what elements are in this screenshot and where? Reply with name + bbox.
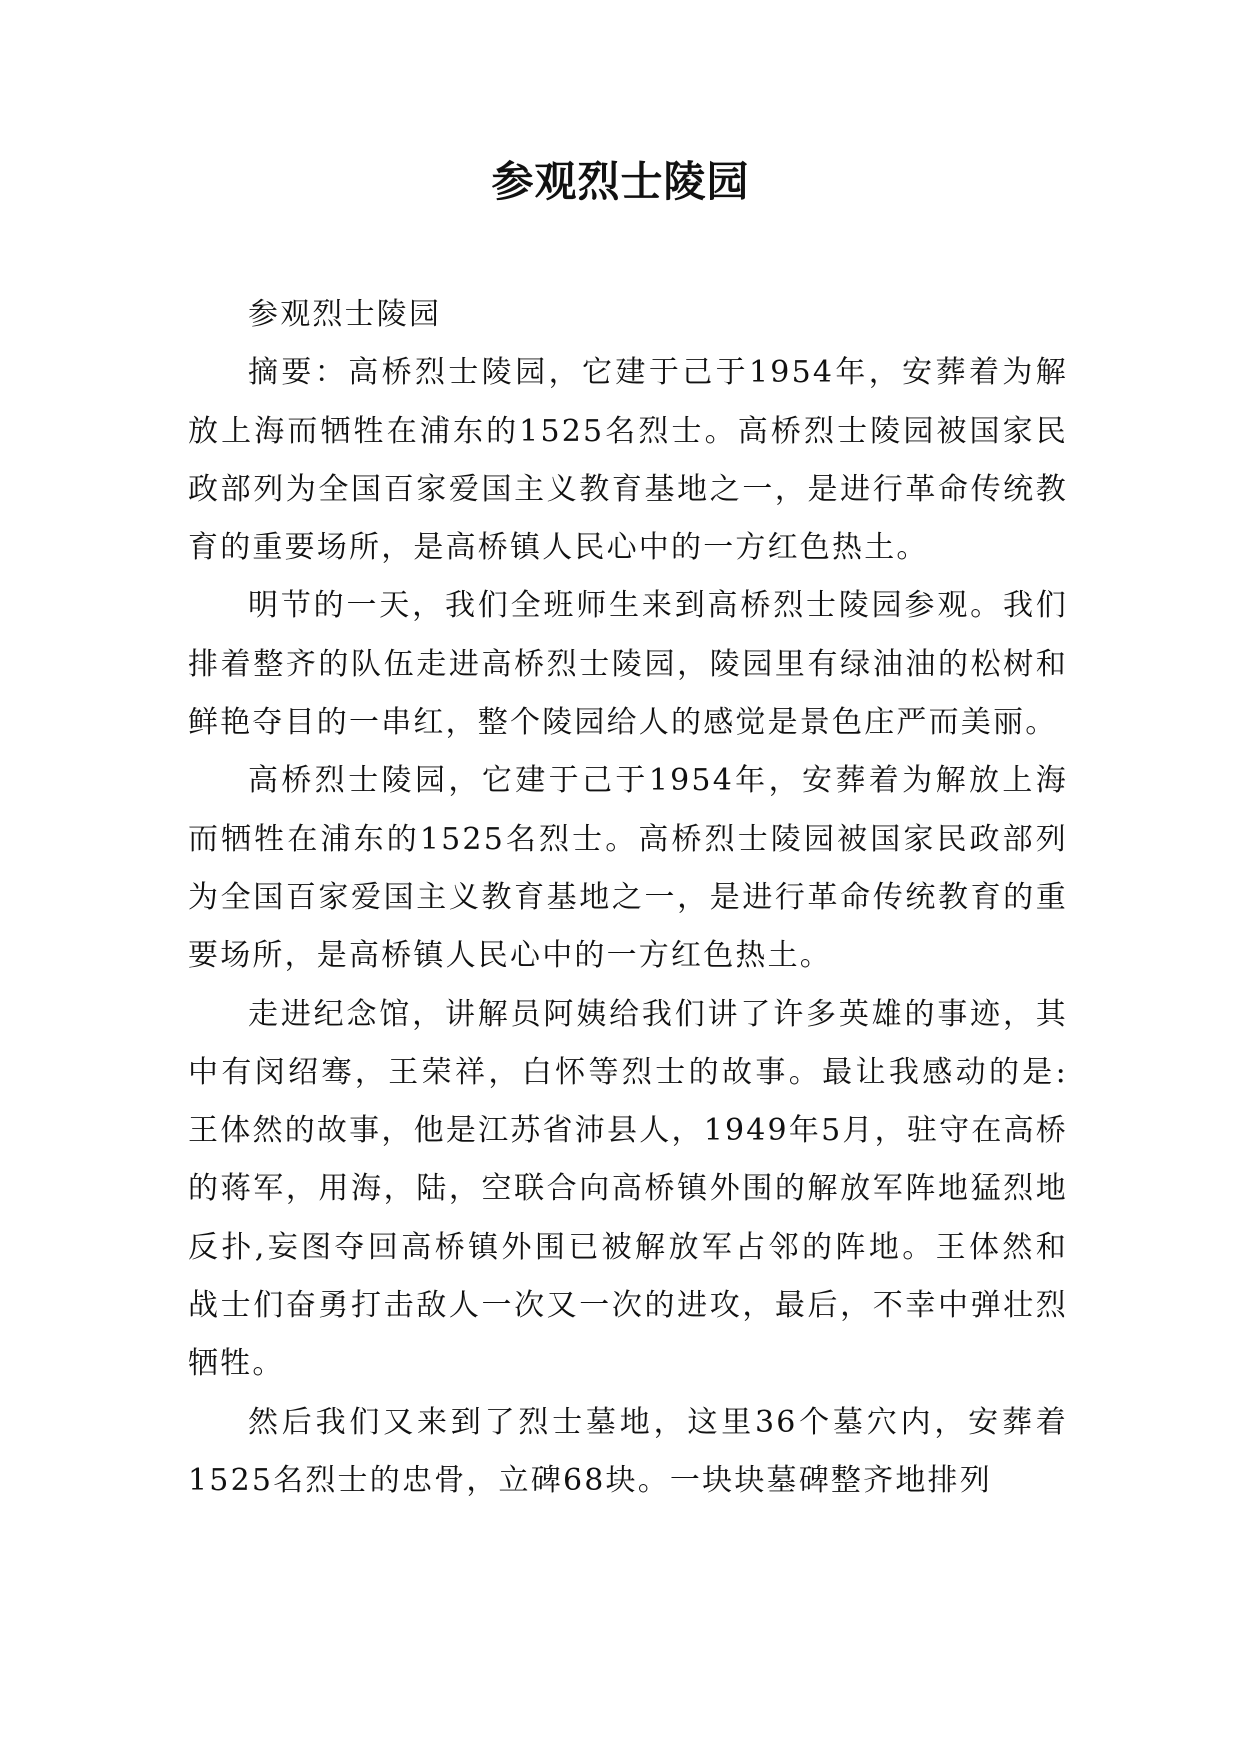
paragraph-graveyard: 然后我们又来到了烈士墓地，这里36个墓穴内，安葬着1525名烈士的忠骨，立碑68块。一块块墓碑整齐地排列 <box>188 1404 1068 1498</box>
paragraph-visit-day: 明节的一天，我们全班师生来到高桥烈士陵园参观。我们排着整齐的队伍走进高桥烈士陵园，陵园里有绿油油的松树和鲜艳夺目的一串红，整个陵园给人的感觉是景色庄严而美丽。 <box>188 588 1068 741</box>
document-title: 参观烈士陵园 <box>491 157 750 206</box>
paragraph-abstract: 摘要：高桥烈士陵园，它建于己于1954年，安葬着为解放上海而牺牲在浦东的1525名烈士。高桥烈士陵园被国家民政部列为全国百家爱国主义教育基地之一，是进行革命传统教育的重要场所，是高桥镇人民心中的一方红色热土。 <box>188 355 1068 566</box>
paragraph-memorial-hall: 走进纪念馆，讲解员阿姨给我们讲了许多英雄的事迹，其中有闵绍骞，王荣祥，白怀等烈士的故事。最让我感动的是:王体然的故事，他是江苏省沛县人，1949年5月，驻守在高桥的蒋军，用海，陆，空联合向高桥镇外围的解放军阵地猛烈地反扑,妄图夺回高桥镇外围已被解放军占邻的阵地。王体然和战士们奋勇打击敌人一次又一次的进攻，最后，不幸中弹壮烈牺牲。 <box>188 996 1068 1382</box>
paragraph-cemetery-intro: 高桥烈士陵园，它建于己于1954年，安葬着为解放上海而牺牲在浦东的1525名烈士。高桥烈士陵园被国家民政部列为全国百家爱国主义教育基地之一，是进行革命传统教育的重要场所，是高桥镇人民心中的一方红色热土。 <box>188 763 1068 974</box>
document-body <box>188 286 1068 1510</box>
paragraph-heading: 参观烈士陵园 <box>248 297 442 332</box>
